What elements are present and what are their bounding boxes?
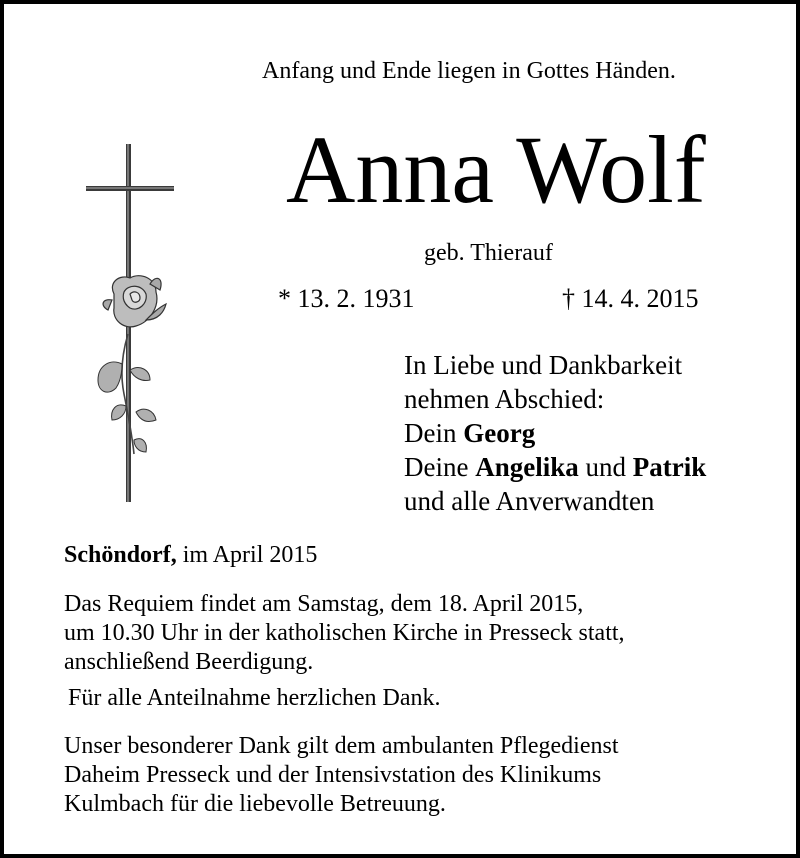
special-thanks-line: Unser besonderer Dank gilt dem ambulanten Pflegedienst: [64, 733, 619, 759]
mourner-name: Angelika: [475, 452, 579, 482]
motto: Anfang und Ende liegen in Gottes Händen.: [262, 58, 676, 84]
special-thanks-line: Kulmbach für die liebevolle Betreuung.: [64, 791, 446, 817]
mourners-line: [404, 416, 706, 450]
mourner-connector: und: [578, 452, 633, 482]
special-thanks-line: Daheim Presseck und der Intensivstation des Klinikums: [64, 762, 602, 788]
mourners-line: nehmen Abschied:: [404, 384, 605, 414]
place-name: Schöndorf,: [64, 542, 177, 568]
cross-with-rose-icon: [84, 144, 176, 506]
place-date-text: im April 2015: [176, 542, 318, 568]
mourners-line: [404, 450, 706, 484]
requiem-line: anschließend Beerdigung.: [64, 649, 314, 675]
place-date: [64, 542, 317, 569]
requiem-info: [64, 590, 625, 677]
maiden-name: geb. Thierauf: [424, 240, 553, 266]
mourners-block: [404, 348, 706, 518]
mourner-prefix: Dein: [404, 418, 464, 448]
mourner-prefix: Deine: [404, 452, 476, 482]
mourners-line: und alle Anverwandten: [404, 486, 655, 516]
special-thanks: [64, 732, 619, 819]
mourners-line: In Liebe und Dankbarkeit: [404, 350, 683, 380]
death-date: † 14. 4. 2015: [562, 284, 699, 313]
deceased-name: Anna Wolf: [286, 116, 706, 223]
mourner-name: Patrik: [632, 452, 707, 482]
mourner-name: Georg: [463, 418, 536, 448]
requiem-line: Das Requiem findet am Samstag, dem 18. April 2015,: [64, 591, 584, 617]
requiem-line: um 10.30 Uhr in der katholischen Kirche in Presseck statt,: [64, 620, 625, 646]
birth-date: * 13. 2. 1931: [278, 284, 415, 313]
thanks-line: Für alle Anteilnahme herzlichen Dank.: [68, 685, 441, 711]
